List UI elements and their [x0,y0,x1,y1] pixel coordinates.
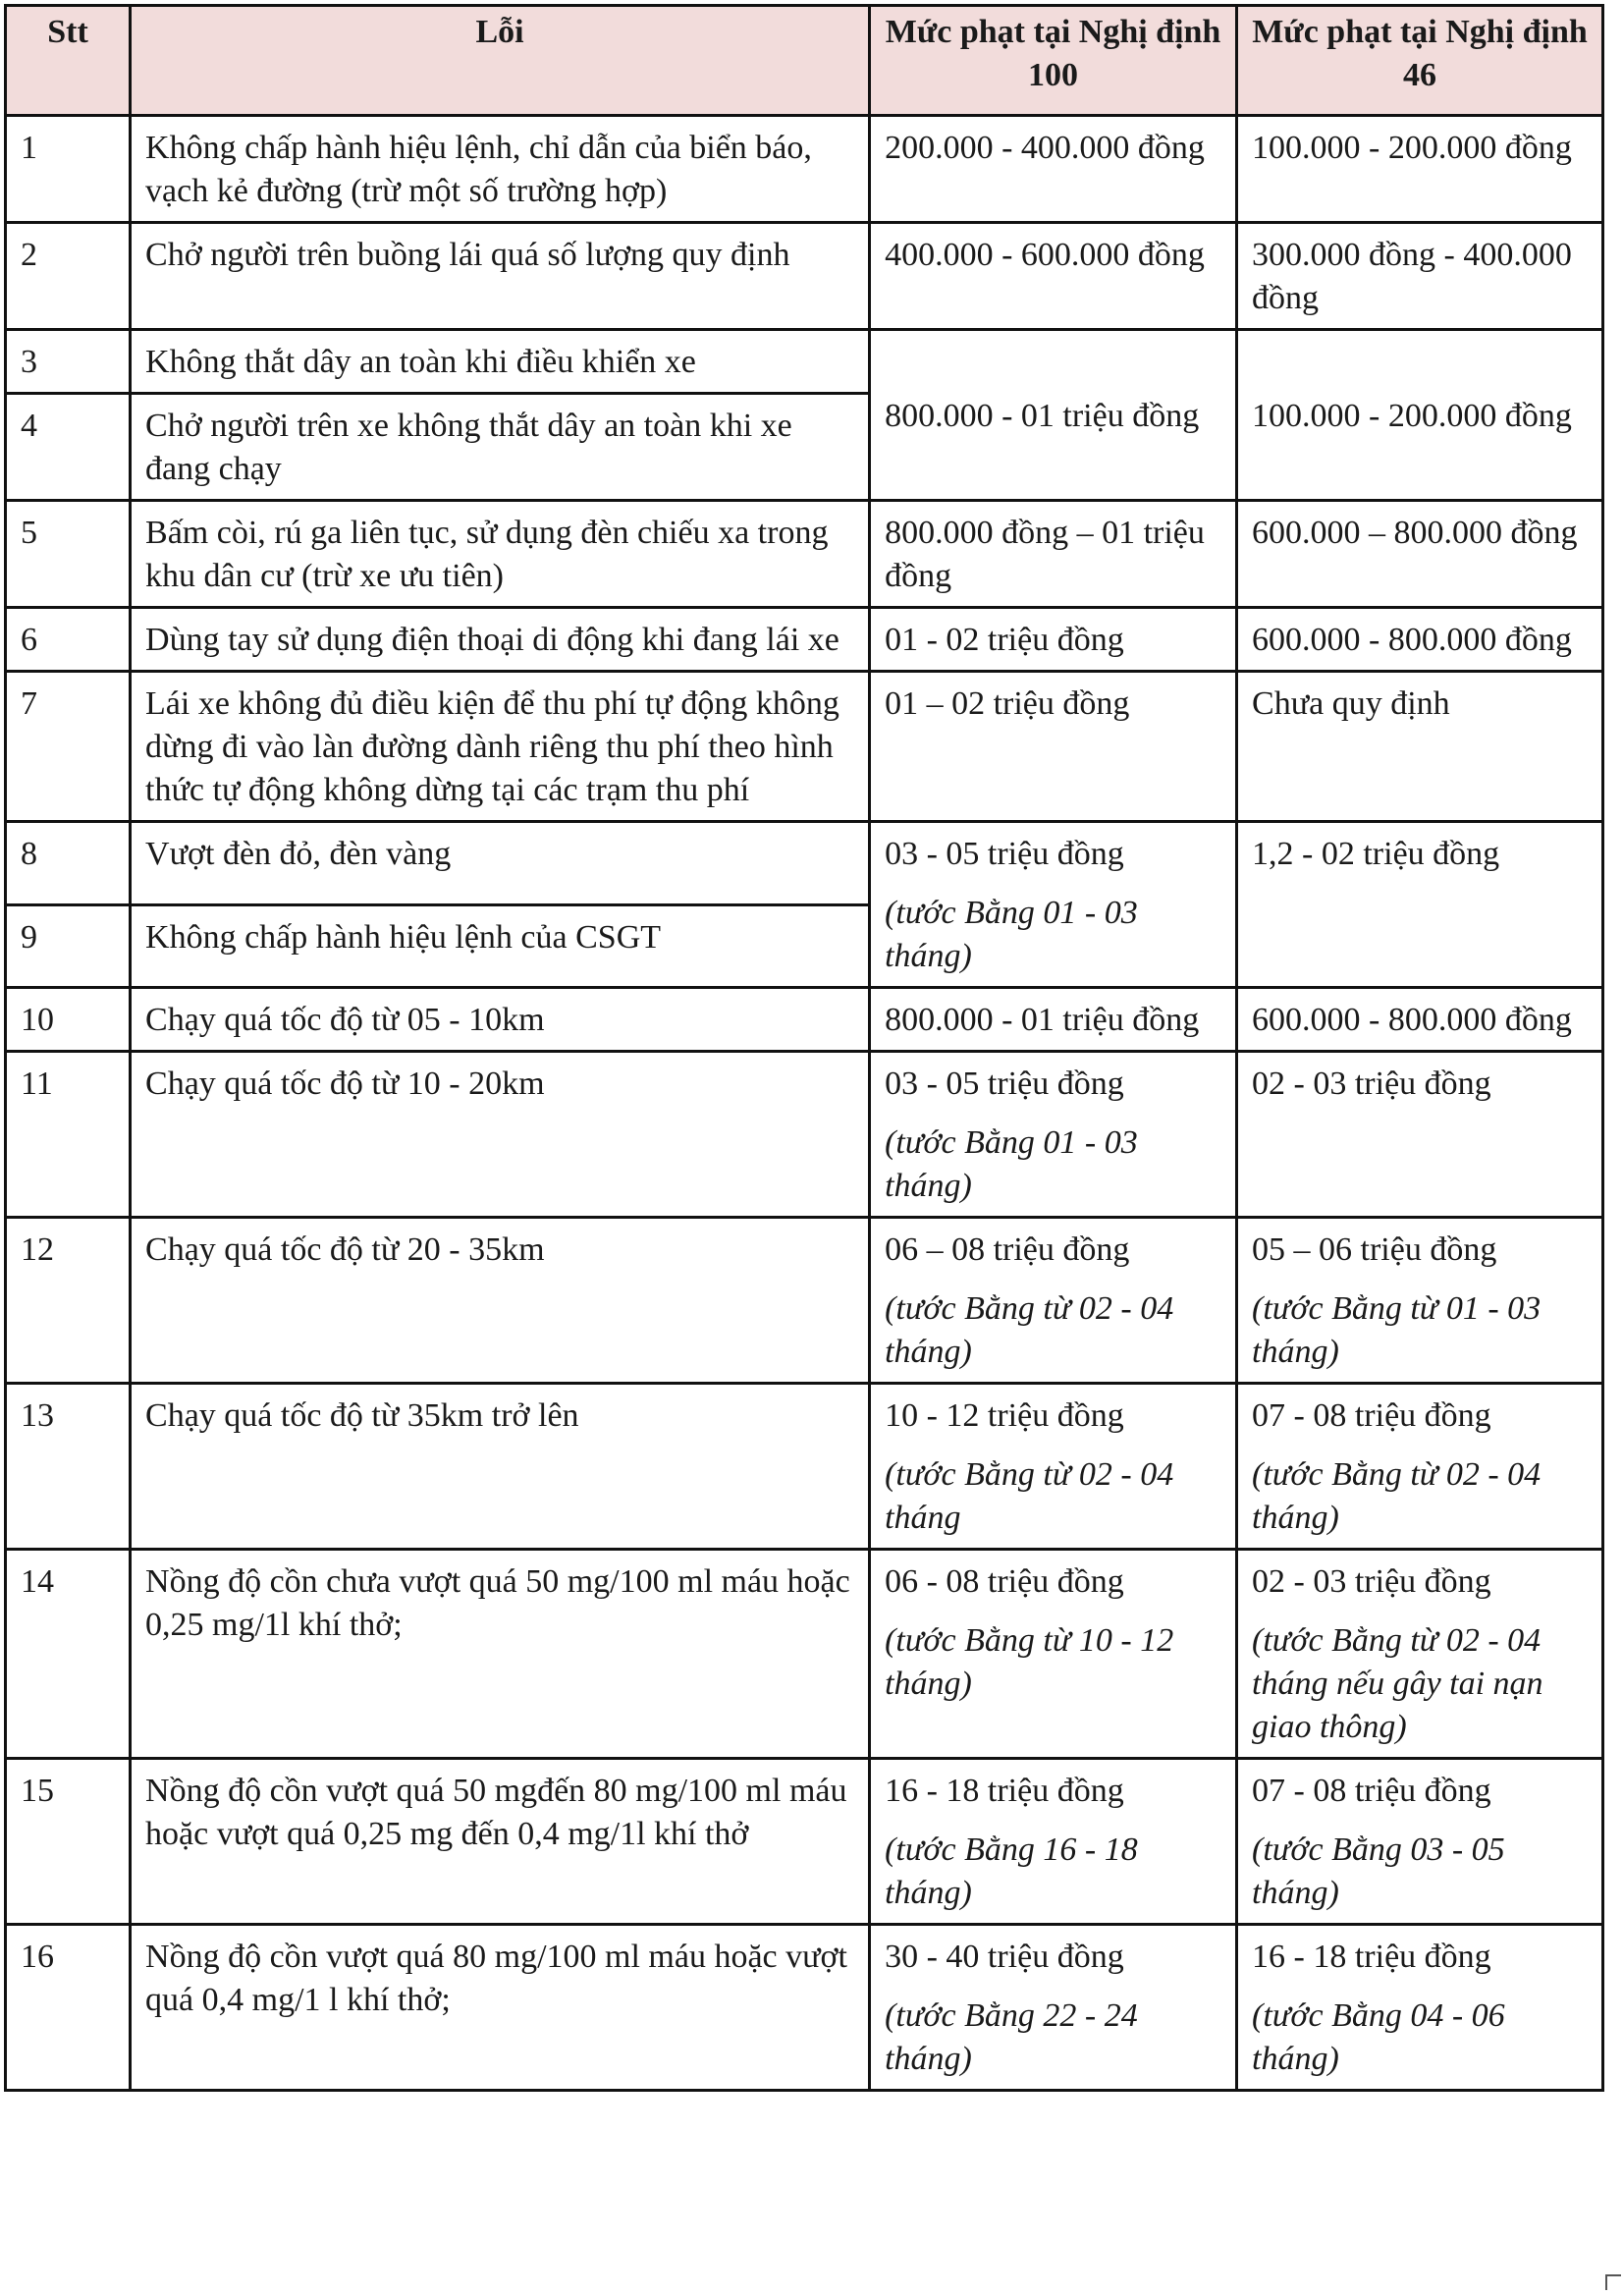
cell-nd100: 400.000 - 600.000 đồng [870,223,1237,330]
cell-nd100: 800.000 đồng – 01 triệu đồng [870,501,1237,608]
cell-nd100 [870,1550,1237,1759]
cell-nd46-merged: 100.000 - 200.000 đồng [1237,330,1603,501]
license-suspension-note: (tước Bằng từ 02 - 04 tháng) [885,1290,1174,1370]
cell-loi: Chạy quá tốc độ từ 35km trở lên [131,1384,870,1550]
cell-loi: Chở người trên xe không thắt dây an toàn khi xe đang chạy [131,394,870,501]
license-suspension-note: (tước Bằng 22 - 24 tháng) [885,1997,1138,2077]
table-row [6,1218,1603,1384]
header-nd100: Mức phạt tại Nghị định 100 [870,6,1237,116]
header-loi: Lỗi [131,6,870,116]
fine-amount: 07 - 08 triệu đồng [1252,1397,1491,1434]
license-suspension-note: (tước Bằng từ 02 - 04 tháng) [1252,1456,1542,1536]
cell-nd46: 300.000 đồng - 400.000 đồng [1237,223,1603,330]
fine-amount: 16 - 18 triệu đồng [1252,1939,1491,1975]
cell-stt: 12 [6,1218,131,1384]
table-row [6,1550,1603,1759]
fine-amount: 02 - 03 triệu đồng [1252,1563,1491,1600]
cell-stt: 2 [6,223,131,330]
license-suspension-note: (tước Bằng 01 - 03 tháng) [885,895,1138,974]
license-suspension-note: (tước Bằng từ 02 - 04 tháng nếu gây tai nạn giao thông) [1252,1622,1543,1745]
table-row [6,608,1603,672]
cell-loi: Không thắt dây an toàn khi điều khiển xe [131,330,870,394]
license-suspension-note: (tước Bằng 01 - 03 tháng) [885,1124,1138,1204]
cell-nd46: 600.000 – 800.000 đồng [1237,501,1603,608]
license-suspension-note: (tước Bằng 04 - 06 tháng) [1252,1997,1505,2077]
cell-nd100 [870,1384,1237,1550]
cell-stt: 16 [6,1925,131,2091]
table-row [6,116,1603,223]
cell-nd100 [870,1218,1237,1384]
fine-amount: 06 - 08 triệu đồng [885,1563,1124,1600]
cell-stt: 15 [6,1759,131,1925]
table-row [6,1384,1603,1550]
table-row [6,1052,1603,1218]
fine-amount: 16 - 18 triệu đồng [885,1773,1124,1809]
cell-stt: 13 [6,1384,131,1550]
cell-loi: Chở người trên buồng lái quá số lượng quy định [131,223,870,330]
license-suspension-note: (tước Bằng từ 10 - 12 tháng) [885,1622,1174,1702]
table-row [6,330,1603,394]
table-row [6,672,1603,822]
cell-loi: Nồng độ cồn vượt quá 50 mgđến 80 mg/100 ml máu hoặc vượt quá 0,25 mg đến 0,4 mg/1l khí thở [131,1759,870,1925]
cell-nd100: 800.000 - 01 triệu đồng [870,988,1237,1052]
cell-nd46 [1237,1759,1603,1925]
cell-loi: Vượt đèn đỏ, đèn vàng [131,822,870,905]
license-suspension-note: (tước Bằng 03 - 05 tháng) [1252,1831,1505,1911]
table-row [6,223,1603,330]
cell-stt: 8 [6,822,131,905]
cell-nd46: 02 - 03 triệu đồng [1237,1052,1603,1218]
penalty-comparison-table [4,4,1604,2092]
table-row [6,822,1603,905]
cell-nd100 [870,1925,1237,2091]
cell-nd46: 600.000 - 800.000 đồng [1237,988,1603,1052]
table-row [6,1925,1603,2091]
fine-amount: 03 - 05 triệu đồng [885,836,1124,872]
fine-amount: 30 - 40 triệu đồng [885,1939,1124,1975]
cell-nd100-merged [870,822,1237,988]
cell-nd100 [870,1052,1237,1218]
cell-stt: 9 [6,904,131,988]
cell-stt: 3 [6,330,131,394]
cell-stt: 1 [6,116,131,223]
fine-amount: 06 – 08 triệu đồng [885,1231,1130,1268]
table-header-row [6,6,1603,116]
cell-loi: Chạy quá tốc độ từ 05 - 10km [131,988,870,1052]
cell-stt: 6 [6,608,131,672]
cell-stt: 5 [6,501,131,608]
table-row [6,501,1603,608]
cell-stt: 14 [6,1550,131,1759]
header-stt: Stt [6,6,131,116]
cell-loi: Không chấp hành hiệu lệnh, chỉ dẫn của biển báo, vạch kẻ đường (trừ một số trường hợp) [131,116,870,223]
cell-loi: Lái xe không đủ điều kiện để thu phí tự động không dừng đi vào làn đường dành riêng thu phí theo hình thức tự động không dừng tại các trạm thu phí [131,672,870,822]
cell-nd100-merged: 800.000 - 01 triệu đồng [870,330,1237,501]
cell-nd46 [1237,1550,1603,1759]
license-suspension-note: (tước Bằng từ 02 - 04 tháng [885,1456,1174,1536]
fine-amount: 03 - 05 triệu đồng [885,1066,1124,1102]
cell-stt: 7 [6,672,131,822]
fine-amount: 05 – 06 triệu đồng [1252,1231,1497,1268]
cell-nd100 [870,1759,1237,1925]
fine-amount: 07 - 08 triệu đồng [1252,1773,1491,1809]
cell-nd46: 600.000 - 800.000 đồng [1237,608,1603,672]
cell-nd46: Chưa quy định [1237,672,1603,822]
cell-loi: Nồng độ cồn chưa vượt quá 50 mg/100 ml máu hoặc 0,25 mg/1l khí thở; [131,1550,870,1759]
license-suspension-note: (tước Bằng 16 - 18 tháng) [885,1831,1138,1911]
cell-loi: Chạy quá tốc độ từ 10 - 20km [131,1052,870,1218]
cell-loi: Không chấp hành hiệu lệnh của CSGT [131,904,870,988]
cell-stt: 11 [6,1052,131,1218]
cell-loi: Dùng tay sử dụng điện thoại di động khi đang lái xe [131,608,870,672]
fine-amount: 10 - 12 triệu đồng [885,1397,1124,1434]
table-row [6,1759,1603,1925]
cell-nd46: 100.000 - 200.000 đồng [1237,116,1603,223]
license-suspension-note: (tước Bằng từ 01 - 03 tháng) [1252,1290,1542,1370]
cell-nd46 [1237,1218,1603,1384]
cell-nd46 [1237,1384,1603,1550]
cell-loi: Chạy quá tốc độ từ 20 - 35km [131,1218,870,1384]
cell-stt: 4 [6,394,131,501]
resize-corner-icon [1605,2274,1621,2290]
cell-nd100: 200.000 - 400.000 đồng [870,116,1237,223]
table-row [6,988,1603,1052]
cell-nd100: 01 - 02 triệu đồng [870,608,1237,672]
cell-nd100: 01 – 02 triệu đồng [870,672,1237,822]
header-nd46: Mức phạt tại Nghị định 46 [1237,6,1603,116]
cell-loi: Nồng độ cồn vượt quá 80 mg/100 ml máu hoặc vượt quá 0,4 mg/1 l khí thở; [131,1925,870,2091]
cell-loi: Bấm còi, rú ga liên tục, sử dụng đèn chiếu xa trong khu dân cư (trừ xe ưu tiên) [131,501,870,608]
cell-nd46-merged: 1,2 - 02 triệu đồng [1237,822,1603,988]
cell-stt: 10 [6,988,131,1052]
cell-nd46 [1237,1925,1603,2091]
